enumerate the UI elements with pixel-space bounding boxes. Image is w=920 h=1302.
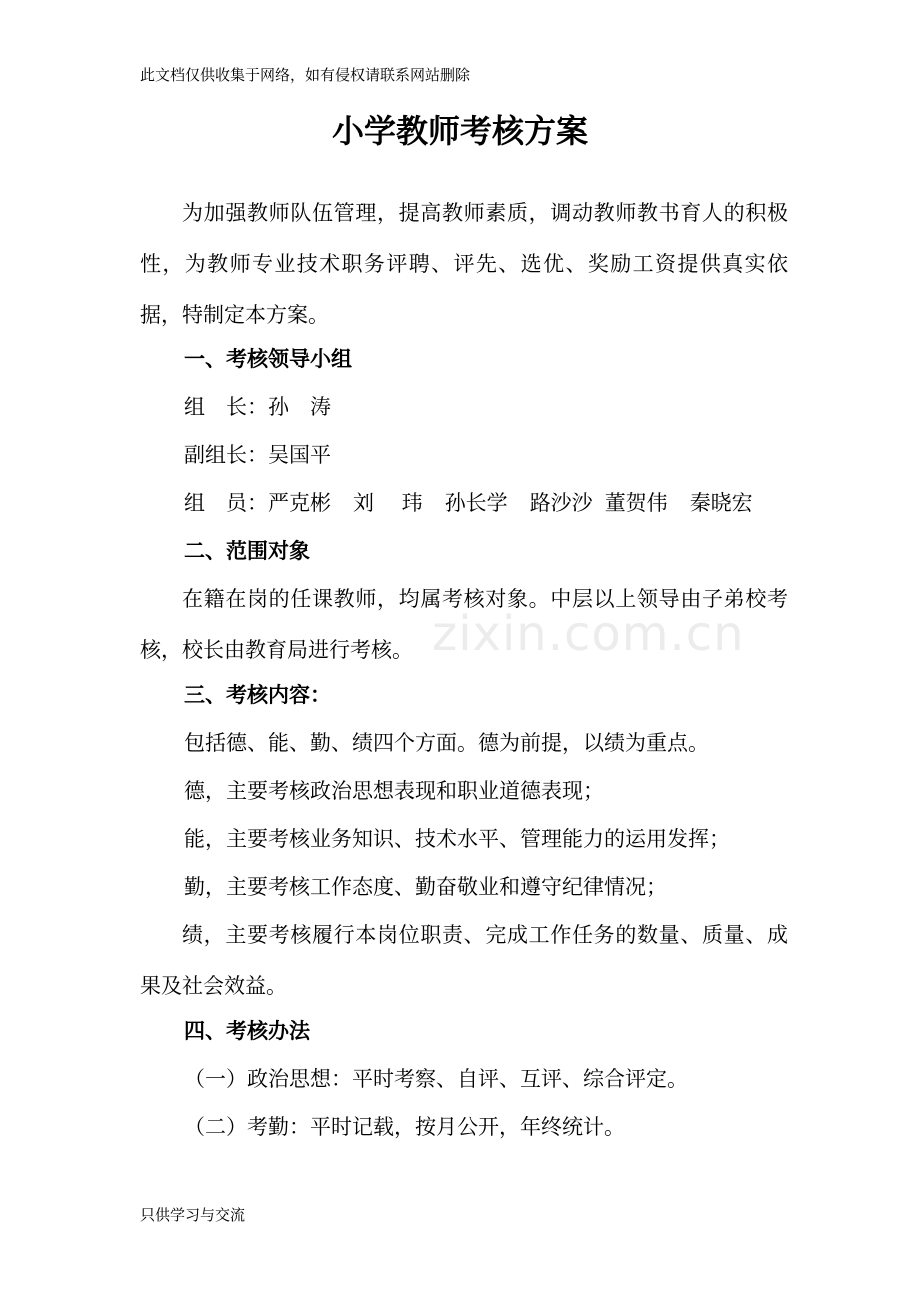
document-title: 小学教师考核方案 [331,112,588,150]
content-item: 能，主要考核业务知识、技术水平、管理能力的运用发挥； [184,827,730,851]
deputy-label: 副组长： [184,443,268,467]
members-line [184,488,753,518]
members-label: 组 员： [184,491,268,515]
member-name: 路沙沙 [529,491,593,515]
intro-paragraph: 为加强教师队伍管理，提高教师素质，调动教师教书育人的积极性，为教师专业技术职务评聘、评先、选优、奖励工资提供真实依据，特制定本方案。 [140,201,788,327]
section1-heading: 一、考核领导小组 [184,347,352,371]
footer-note: 只供学习与交流 [140,1206,246,1224]
member-name: 秦晓宏 [689,491,753,515]
leader-label: 组 长： [184,395,268,419]
content-item: 德，主要考核政治思想表现和职业道德表现； [184,779,604,803]
content-item: 包括德、能、勤、绩四个方面。德为前提，以绩为重点。 [184,731,709,755]
method-item: （二）考勤：平时记载，按月公开，年终统计。 [184,1115,625,1139]
member-name: 严克彬 [268,491,331,515]
member-name: 刘 玮 [353,491,423,515]
section3-heading: 三、考核内容： [184,683,331,707]
member-name: 董贺伟 [604,491,668,515]
section4-heading: 四、考核办法 [184,1019,310,1043]
section2-heading: 二、范围对象 [184,539,310,563]
content-item: 勤，主要考核工作态度、勤奋敬业和遵守纪律情况； [184,875,667,899]
method-item: （一）政治思想：平时考察、自评、互评、综合评定。 [184,1067,688,1091]
deputy-line [184,440,331,470]
member-name: 孙长学 [444,491,508,515]
header-note: 此文档仅供收集于网络，如有侵权请联系网站删除 [140,66,471,84]
watermark: zixin.com.cn [432,606,745,662]
section2-paragraph: 在籍在岗的任课教师，均属考核对象。中层以上领导由子弟校考核，校长由教育局进行考核。 [140,587,788,662]
content-item-last: 绩，主要考核履行本岗位职责、完成工作任务的数量、质量、成果及社会效益。 [140,923,788,998]
deputy-name: 吴国平 [268,443,331,467]
leader-name: 孙 涛 [268,395,331,419]
leader-line [184,392,331,422]
